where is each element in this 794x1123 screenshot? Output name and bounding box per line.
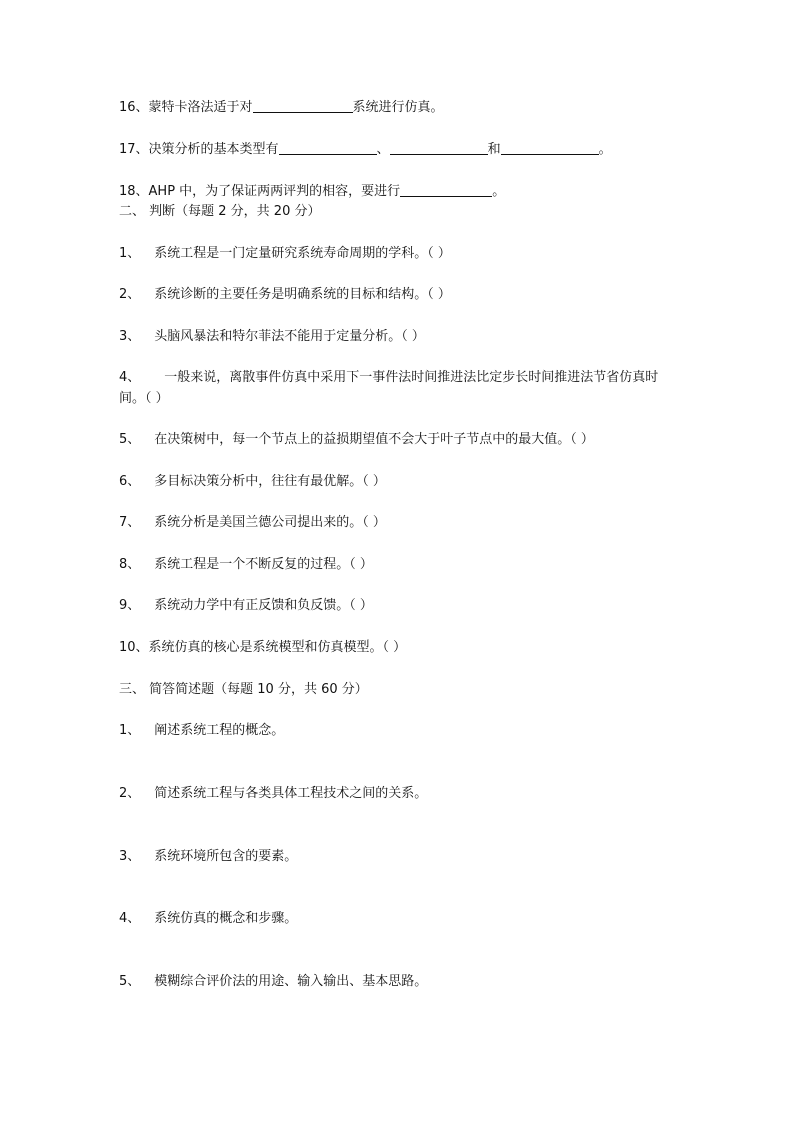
item-text: 系统环境所包含的要素。 [154, 849, 298, 864]
answer-blank[interactable] [400, 182, 492, 197]
judge-item-3 [119, 328, 425, 346]
item-text: 头脑风暴法和特尔菲法不能用于定量分析。（ ） [154, 329, 425, 344]
q18-suffix: 。 [492, 184, 506, 199]
item-text: 简述系统工程与各类具体工程技术之间的关系。 [154, 786, 428, 801]
item-text: 模糊综合评价法的用途、输入输出、基本思路。 [154, 974, 428, 989]
judge-item-10 [119, 639, 406, 657]
answer-blank[interactable] [501, 140, 599, 155]
item-number: 5、 [119, 432, 141, 447]
item-number: 3、 [119, 329, 141, 344]
section3-title: 三、 简答简述题（每题 10 分，共 60 分） [119, 682, 368, 697]
judge-item-9 [119, 597, 373, 615]
short-answer-item-5 [119, 973, 427, 991]
item-text: 多目标决策分析中，往往有最优解。（ ） [154, 474, 386, 489]
item-text: 在决策树中，每一个节点上的益损期望值不会大于叶子节点中的最大值。（ ） [154, 432, 594, 447]
answer-blank[interactable] [253, 98, 353, 113]
answer-blank[interactable] [279, 140, 377, 155]
short-answer-item-1 [119, 722, 284, 740]
item-number: 9、 [119, 598, 141, 613]
q17-sep2: 和 [487, 142, 501, 157]
question-18 [119, 182, 505, 201]
item-number: 2、 [119, 287, 141, 302]
item-number: 5、 [119, 974, 141, 989]
item-number: 3、 [119, 849, 141, 864]
question-16 [119, 98, 444, 117]
judge-item-7 [119, 514, 386, 532]
item-number: 1、 [119, 723, 141, 738]
section2-title: 二、 判断（每题 2 分，共 20 分） [119, 204, 321, 219]
judge-item-2 [119, 286, 451, 304]
item-number: 4、 [119, 911, 141, 926]
short-answer-item-2 [119, 785, 427, 803]
item-number: 7、 [119, 515, 141, 530]
short-answer-item-3 [119, 848, 297, 866]
item-number: 10、 [119, 640, 149, 655]
item-number: 2、 [119, 786, 141, 801]
item-text: 系统动力学中有正反馈和负反馈。（ ） [154, 598, 373, 613]
item-text: 系统工程是一个不断反复的过程。（ ） [154, 557, 373, 572]
item-text: 系统诊断的主要任务是明确系统的目标和结构。（ ） [154, 287, 451, 302]
item-number: 1、 [119, 246, 141, 261]
judge-item-4 [119, 367, 679, 409]
judge-item-1 [119, 245, 451, 263]
item-text: 阐述系统工程的概念。 [154, 723, 285, 738]
answer-blank[interactable] [390, 140, 488, 155]
judge-item-6 [119, 473, 386, 491]
question-17 [119, 140, 612, 159]
item-text: 系统仿真的概念和步骤。 [154, 911, 298, 926]
q17-prefix: 17、决策分析的基本类型有 [119, 142, 279, 157]
q16-prefix: 16、蒙特卡洛法适于对 [119, 100, 253, 115]
item-text: 一般来说，离散事件仿真中采用下一事件法时间推进法比定步长时间推进法节省仿真时间。（ ） [119, 370, 659, 406]
q17-suffix: 。 [598, 142, 612, 157]
item-text: 系统仿真的核心是系统模型和仿真模型。（ ） [148, 640, 407, 655]
judge-item-8 [119, 556, 373, 574]
item-number: 8、 [119, 557, 141, 572]
item-number: 4、 [119, 370, 141, 385]
q18-prefix: 18、AHP 中，为了保证两两评判的相容，要进行 [119, 184, 401, 199]
q16-suffix: 系统进行仿真。 [352, 100, 444, 115]
item-text: 系统工程是一门定量研究系统寿命周期的学科。（ ） [154, 246, 451, 261]
q17-sep1: 、 [376, 142, 390, 157]
item-number: 6、 [119, 474, 141, 489]
item-text: 系统分析是美国兰德公司提出来的。（ ） [154, 515, 386, 530]
short-answer-item-4 [119, 910, 297, 928]
judge-item-5 [119, 431, 594, 449]
